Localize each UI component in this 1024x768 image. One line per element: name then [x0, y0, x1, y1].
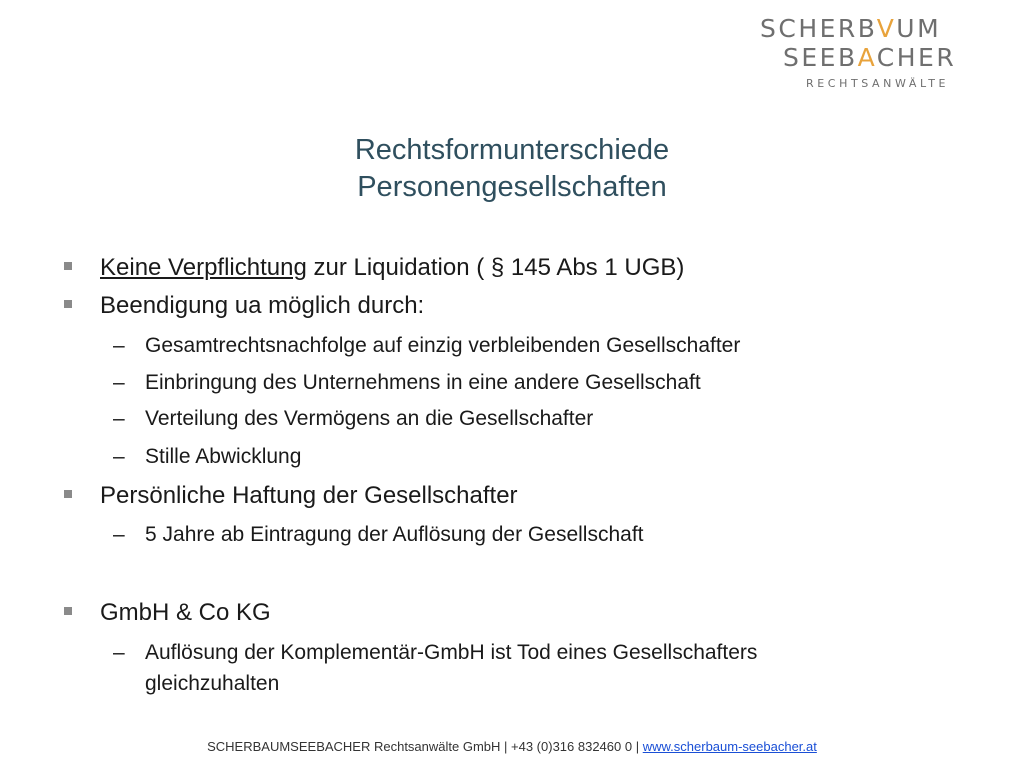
- bullet-square-icon: [64, 490, 72, 498]
- sub-bullet: 5 Jahre ab Eintragung der Auflösung der Gesellschaft: [145, 523, 644, 546]
- bullet-square-icon: [64, 607, 72, 615]
- logo-accent-a: A: [857, 43, 877, 72]
- footer-text: SCHERBAUMSEEBACHER Rechtsanwälte GmbH | +43 (0)316 832460 0 |: [207, 739, 640, 754]
- dash-icon: –: [113, 334, 125, 357]
- logo-line-2: SEEBACHER: [783, 43, 957, 72]
- slide-title-line-2: Personengesellschaften: [357, 171, 667, 203]
- dash-icon: –: [113, 371, 125, 394]
- underlined-text: Keine Verpflichtung: [100, 254, 307, 281]
- bullet-square-icon: [64, 300, 72, 308]
- logo-line-1: SCHERBVUM: [760, 14, 942, 43]
- footer: [0, 739, 1024, 754]
- sub-bullet: Auflösung der Komplementär-GmbH ist Tod eines Gesellschafters: [145, 641, 758, 664]
- bullet-square-icon: [64, 262, 72, 270]
- sub-bullet: Stille Abwicklung: [145, 445, 302, 468]
- website-link[interactable]: www.scherbaum-seebacher.at: [642, 739, 817, 754]
- logo-subtitle: RECHTSANWÄLTE: [806, 77, 950, 90]
- slide-title-line-1: Rechtsformunterschiede: [354, 134, 670, 166]
- dash-icon: –: [113, 407, 125, 430]
- dash-icon: –: [113, 445, 125, 468]
- dash-icon: –: [113, 523, 125, 546]
- dash-icon: –: [113, 641, 125, 664]
- slide-title: [0, 132, 1024, 206]
- sub-bullet: Einbringung des Unternehmens in eine andere Gesellschaft: [145, 371, 701, 394]
- company-logo: [760, 14, 1000, 90]
- sub-bullet: Verteilung des Vermögens an die Gesellschafter: [145, 407, 594, 430]
- sub-bullet: Gesamtrechtsnachfolge auf einzig verbleibenden Gesellschafter: [145, 334, 741, 357]
- sub-bullet-continuation: gleichzuhalten: [145, 672, 280, 695]
- bullet-liability: Persönliche Haftung der Gesellschafter: [100, 482, 518, 509]
- bullet-liquidation: Keine Verpflichtung zur Liquidation ( § 145 Abs 1 UGB): [100, 254, 685, 281]
- logo-accent-v: V: [876, 14, 897, 43]
- bullet-gmbh-co-kg: GmbH & Co KG: [100, 599, 271, 626]
- bullet-termination: Beendigung ua möglich durch:: [100, 292, 425, 319]
